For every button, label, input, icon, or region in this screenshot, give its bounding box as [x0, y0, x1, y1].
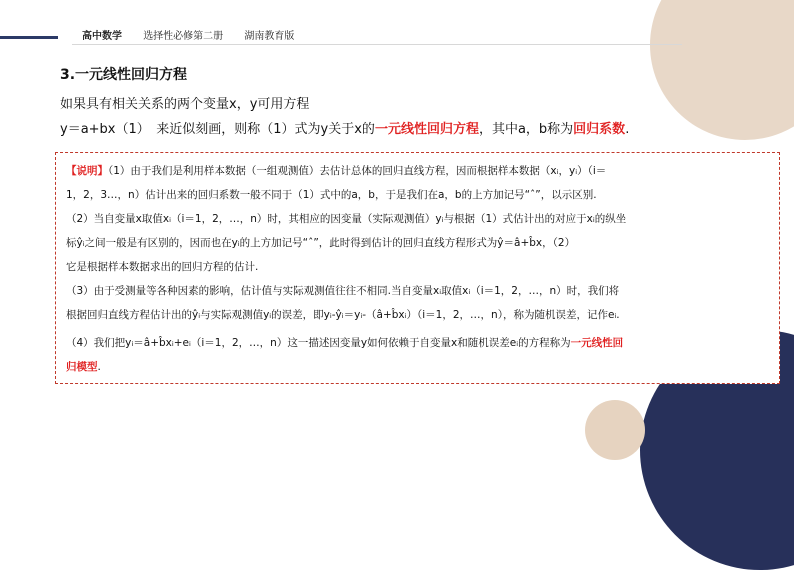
- note-line-7: 根据回归直线方程估计出的ŷᵢ与实际观测值yᵢ的误差，即yᵢ-ŷᵢ＝yᵢ-（â+b̂xᵢ）（i＝1，2，…，n），称为随机误差，记作eᵢ.: [66, 309, 620, 321]
- note-line-5: 它是根据样本数据求出的回归方程的估计.: [66, 261, 259, 273]
- note-line-2: 1，2，3…，n）估计出来的回归系数一般不同于（1）式中的a，b，于是我们在a，b的上方加记号“ˆ”，以示区别.: [66, 189, 597, 201]
- term-regression-equation: 一元线性回归方程: [374, 122, 479, 137]
- note-text-8: （4）我们把yᵢ＝â+b̂xᵢ+eᵢ（i＝1，2，…，n）这一描述因变量y如何依赖于自变量x和随机误差eᵢ的方程称为: [66, 337, 571, 349]
- section-title: 3.一元线性回归方程: [60, 67, 188, 83]
- definition-text-a: y＝a+bx（1） 来近似刻画，则称（1）式为y关于x的: [60, 122, 375, 137]
- note-end: .: [97, 361, 101, 373]
- page-header: [82, 27, 312, 42]
- note-box: [55, 152, 780, 384]
- term-regression-coefficient: 回归系数: [573, 122, 626, 137]
- header-publisher: 湖南教育版: [244, 31, 295, 42]
- definition-text-b: ，其中a，b称为: [478, 122, 574, 137]
- section-intro: 如果具有相关关系的两个变量x，y可用方程: [60, 97, 310, 112]
- note-line-6: （3）由于受测量等各种因素的影响，估计值与实际观测值往往不相同.当自变量xᵢ取值xᵢ（i＝1，2，…，n）时，我们将: [66, 285, 620, 297]
- decor-circle-bottom-small: [585, 400, 645, 460]
- term-linear-model-part1: 一元线性回: [570, 337, 624, 349]
- note-line-3: （2）当自变量x取值xᵢ（i＝1，2，…，n）时，其相应的因变量（实际观测值）yᵢ与根据（1）式估计出的对应于xᵢ的纵坐: [66, 213, 627, 225]
- note-text-1: （1）由于我们是利用样本数据（一组观测值）去估计总体的回归直线方程，因而根据样本数据（xᵢ，yᵢ）（i＝: [108, 165, 607, 177]
- header-accent-bar: [0, 36, 58, 39]
- header-subject: 高中数学: [82, 31, 122, 42]
- note-line-9: [66, 359, 101, 374]
- definition-end: .: [625, 122, 630, 137]
- note-line-4: 标ŷᵢ之间一般是有区别的，因而也在yᵢ的上方加记号“ˆ”，此时得到估计的回归直线方程形式为ŷ＝â+b̂x，（2）: [66, 237, 576, 249]
- note-tag: 【说明】: [66, 165, 108, 177]
- term-linear-model-part2: 归模型: [66, 361, 98, 373]
- header-divider: [72, 44, 682, 45]
- section-definition: [60, 118, 629, 137]
- note-line-1: [66, 163, 606, 178]
- decor-circle-top-right: [650, 0, 794, 140]
- header-volume: 选择性必修第二册: [143, 31, 224, 42]
- note-line-8: [66, 335, 623, 350]
